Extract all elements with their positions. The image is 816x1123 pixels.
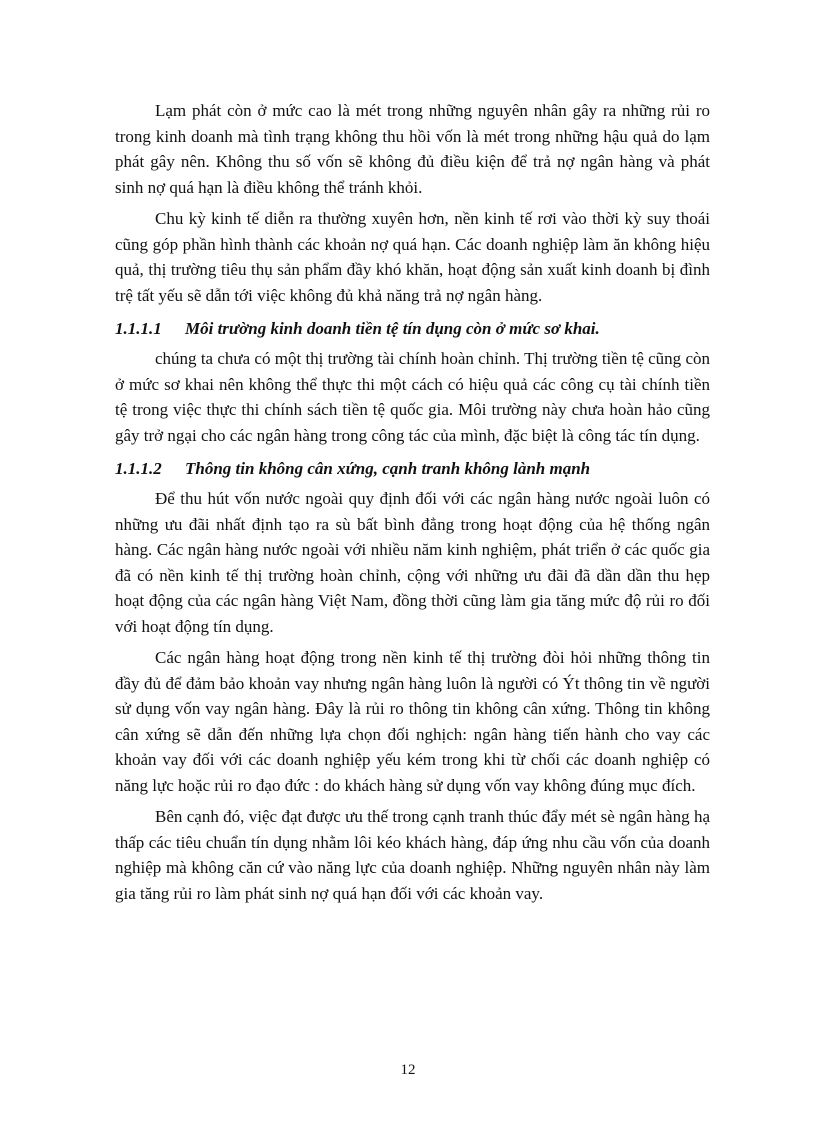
paragraph-foreign-banks: Để thu hút vốn nước ngoài quy định đối với các ngân hàng nước ngoài luôn có những ưu đãi nhất định tạo ra sù bất bình đẳng trong hoạt động của hệ thống ngân hàng. Các ngân hàng nước ngoài với nhiều năm kinh nghiệm, phát triển ở các quốc gia đã có nền kinh tế thị trường hoàn chỉnh, cộng với những ưu đãi đã dần dần thu hẹp hoạt động của các ngân hàng Việt Nam, đồng thời cũng làm gia tăng mức độ rủi ro đối với hoạt động tín dụng. bbox=[115, 489, 710, 636]
paragraph-inflation: Lạm phát còn ở mức cao là mét trong những nguyên nhân gây ra những rủi ro trong kinh doanh mà tình trạng không thu hồi vốn là mét trong những hậu quả do lạm phát gây nên. Không thu số vốn sẽ không đủ điều kiện để trả nợ ngân hàng và phát sinh nợ quá hạn là điều không thể tránh khỏi. bbox=[115, 101, 710, 197]
section-title-1: Môi trường kinh doanh tiền tệ tín dụng còn ở mức sơ khai. bbox=[185, 319, 600, 338]
section-heading-1 bbox=[115, 316, 710, 342]
section-title-2: Thông tin không cân xứng, cạnh tranh không lành mạnh bbox=[185, 459, 591, 478]
section-number-1: 1.1.1.1 bbox=[115, 319, 162, 338]
section-heading-2 bbox=[115, 456, 710, 482]
section-number-2: 1.1.1.2 bbox=[115, 459, 162, 478]
page-number: 12 bbox=[400, 1062, 416, 1078]
paragraph-economic-cycle: Chu kỳ kinh tế diễn ra thường xuyên hơn, nền kinh tế rơi vào thời kỳ suy thoái cũng góp phần hình thành các khoản nợ quá hạn. Các doanh nghiệp làm ăn không hiệu quả, thị trường tiêu thụ sản phẩm đầy khó khăn, hoạt động sản xuất kinh doanh bị đình trệ tất yếu sẽ dẫn tới việc không đủ khả năng trả nợ ngân hàng. bbox=[115, 209, 710, 305]
paragraph-competition: Bên cạnh đó, việc đạt được ưu thế trong cạnh tranh thúc đẩy mét sè ngân hàng hạ thấp các tiêu chuẩn tín dụng nhằm lôi kéo khách hàng, đáp ứng nhu cầu vốn của doanh nghiệp mà không căn cứ vào năng lực của doanh nghiệp. Những nguyên nhân này làm gia tăng rủi ro làm phát sinh nợ quá hạn đối với các khoản vay. bbox=[115, 807, 710, 903]
paragraph-asymmetric-info: Các ngân hàng hoạt động trong nền kinh tế thị trường đòi hỏi những thông tin đầy đủ để đảm bảo khoản vay nhưng ngân hàng luôn là người có Ýt thông tin về người sử dụng vốn vay ngân hàng. Đây là rủi ro thông tin không cân xứng. Thông tin không cân xứng sẽ dẫn đến những lựa chọn đối nghịch: ngân hàng tiến hành cho vay các khoản vay đối với các doanh nghiệp yếu kém trong khi từ chối các doanh nghiệp có năng lực hoặc rủi ro đạo đức : do khách hàng sử dụng vốn vay không đúng mục đích. bbox=[115, 648, 710, 795]
paragraph-financial-market: chúng ta chưa có một thị trường tài chính hoàn chỉnh. Thị trường tiền tệ cũng còn ở mức sơ khai nên không thể thực thi một cách có hiệu quả các công cụ tài chính tiền tệ trong việc thực thi chính sách tiền tệ quốc gia. Môi trường này chưa hoàn hảo cũng gây trở ngại cho các ngân hàng trong công tác của mình, đặc biệt là công tác tín dụng. bbox=[115, 349, 710, 445]
document-page bbox=[115, 98, 710, 912]
